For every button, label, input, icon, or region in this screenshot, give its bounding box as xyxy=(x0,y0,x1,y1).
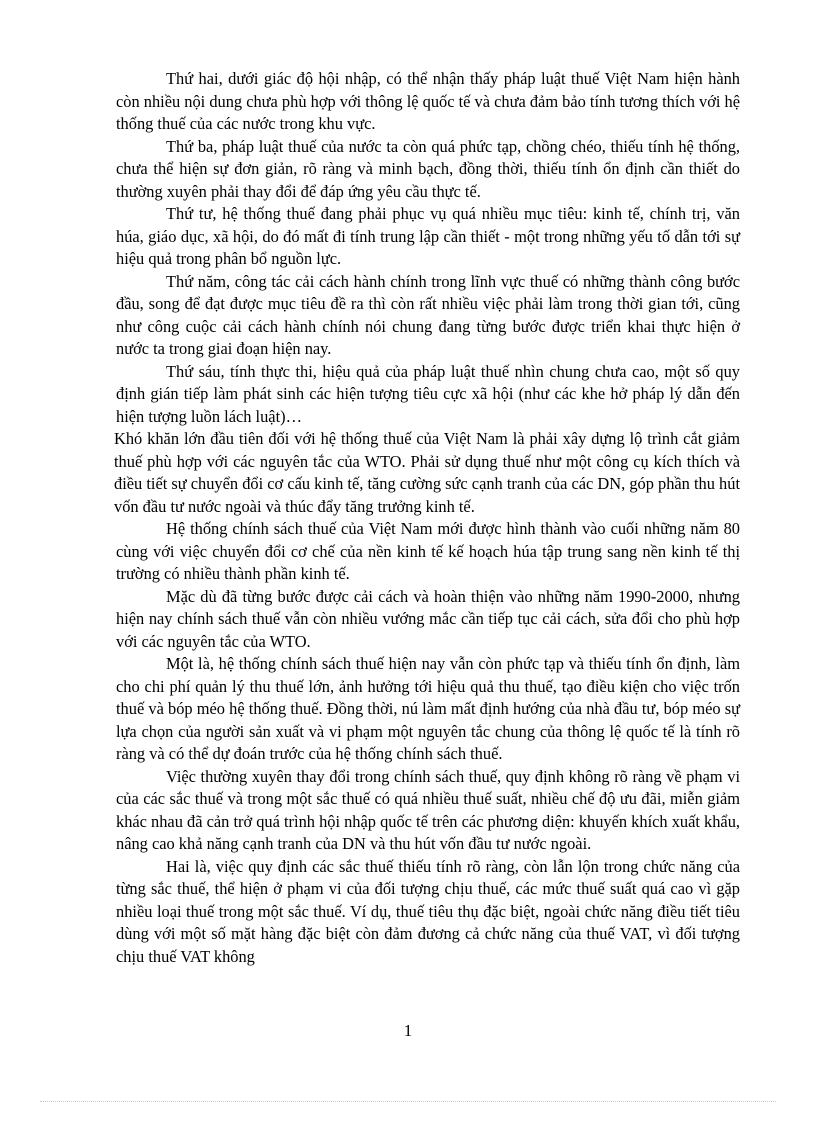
paragraph-11: Hai là, việc quy định các sắc thuế thiếu tính rõ ràng, còn lẫn lộn trong chức năng của từng sắc thuế, thể hiện ở phạm vi của đối tượng chịu thuế, các mức thuế suất quá cao vì gặp nhiều loại thuế trong một sắc thuế. Ví dụ, thuế tiêu thụ đặc biệt, ngoài chức năng điều tiết tiêu dùng với một số mặt hàng đặc biệt còn đảm đương cả chức năng của thuế VAT, vì đối tượng chịu thuế VAT không xyxy=(116,856,740,966)
paragraph-2: Thứ ba, pháp luật thuế của nước ta còn quá phức tạp, chồng chéo, thiếu tính hệ thống, chưa thể hiện sự đơn giản, rõ ràng và minh bạch, đồng thời, thiếu tính ổn định cần thiết do thường xuyên phải thay đổi để đáp ứng yêu cầu thực tế. xyxy=(116,136,740,201)
paragraph-5: Thứ sáu, tính thực thi, hiệu quả của pháp luật thuế nhìn chung chưa cao, một số quy định gián tiếp làm phát sinh các hiện tượng tiêu cực xã hội (như các khe hở pháp lý dẫn đến hiện tượng luồn lách luật)… xyxy=(116,361,740,426)
paragraph-8: Mặc dù đã từng bước được cải cách và hoàn thiện vào những năm 1990-2000, nhưng hiện nay chính sách thuế vẫn còn nhiều vướng mắc cần tiếp tục cải cách, sửa đổi cho phù hợp với các nguyên tắc của WTO. xyxy=(116,586,740,651)
paragraph-3: Thứ tư, hệ thống thuế đang phải phục vụ quá nhiều mục tiêu: kinh tế, chính trị, văn húa, giáo dục, xã hội, do đó mất đi tính trung lập cần thiết - một trong những yếu tố dẫn tới sự hiệu quả trong phân bổ nguồn lực. xyxy=(116,204,740,268)
paragraph-6: Khó khăn lớn đầu tiên đối với hệ thống thuế của Việt Nam là phải xây dựng lộ trình cắt giảm thuế phù hợp với các nguyên tắc của WTO. Phải sử dụng thuế như một công cụ kích thích và điều tiết sự chuyển đổi cơ cấu kinh tế, tăng cường sức cạnh tranh của các DN, góp phần thu hút vốn đầu tư nước ngoài và thúc đẩy tăng trưởng kinh tế. xyxy=(114,429,740,516)
footer-divider xyxy=(40,1101,776,1102)
document-body xyxy=(116,68,740,968)
page-number: 1 xyxy=(403,1021,413,1040)
paragraph-9: Một là, hệ thống chính sách thuế hiện nay vẫn còn phức tạp và thiếu tính ổn định, làm cho chi phí quản lý thu thuế lớn, ảnh hưởng tới hiệu quả thu thuế, tạo điều kiện cho việc trốn thuế và bóp méo hệ thống thuế. Đồng thời, nú làm mất định hướng của nhà đầu tư, bóp méo sự lựa chọn của người sản xuất và vi phạm một nguyên tắc chung của thông lệ quốc tế là tính rõ ràng và có thể dự đoán trước của hệ thống chính sách thuế. xyxy=(116,654,740,763)
paragraph-1: Thứ hai, dưới giác độ hội nhập, có thể nhận thấy pháp luật thuế Việt Nam hiện hành còn nhiều nội dung chưa phù hợp với thông lệ quốc tế và chưa đảm bảo tính tương thích với hệ thống thuế của các nước trong khu vực. xyxy=(116,69,740,133)
paragraph-4: Thứ năm, công tác cải cách hành chính trong lĩnh vực thuế có những thành công bước đầu, song để đạt được mục tiêu đề ra thì còn rất nhiều việc phải làm trong thời gian tới, cũng như công cuộc cải cách hành chính nói chung đang từng bước được triển khai thực hiện ở nước ta trong giai đoạn hiện nay. xyxy=(116,271,740,358)
paragraph-7: Hệ thống chính sách thuế của Việt Nam mới được hình thành vào cuối những năm 80 cùng với việc chuyển đổi cơ chế của nền kinh tế kế hoạch húa tập trung sang nền kinh tế thị trường có nhiều thành phần kinh tế. xyxy=(116,519,740,583)
paragraph-10: Việc thường xuyên thay đổi trong chính sách thuế, quy định không rõ ràng về phạm vi của các sắc thuế và trong một sắc thuế có quá nhiều thuế suất, nhiều chế độ ưu đãi, miễn giảm khác nhau đã cản trở quá trình hội nhập quốc tế trên các phương diện: khuyến khích xuất khẩu, nâng cao khả năng cạnh tranh của DN và thu hút vốn đầu tư nước ngoài. xyxy=(116,766,740,853)
